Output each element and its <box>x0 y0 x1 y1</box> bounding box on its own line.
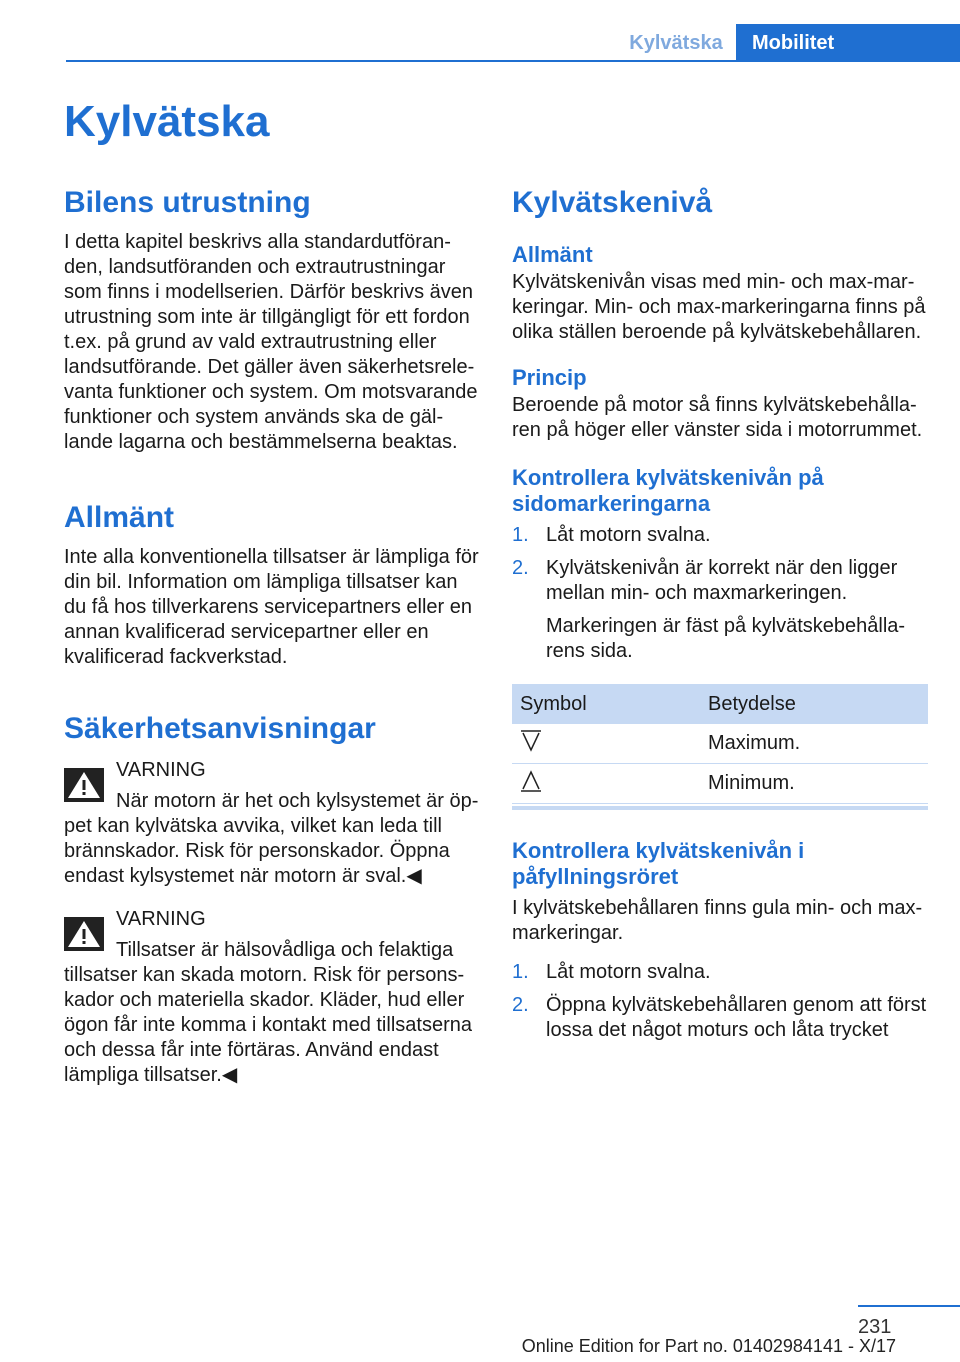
page-number: 231 <box>858 1316 892 1338</box>
table-cell-symbol <box>512 764 700 804</box>
subheading-allmant: Allmänt <box>512 242 593 267</box>
list-item <box>512 556 928 606</box>
subheading-pafyllningsroret: Kontrollera kylvätskenivån i påfyllningsröret <box>512 838 805 889</box>
paragraph-allmant: Inte alla konventionella tillsatser är lämpliga för din bil. Information om lämpliga tillsatser kan du få hos tillverkarens servicepartners eller en annan kvalificerad servicepartner eller en kvalificerad fackverkstad. <box>64 546 479 668</box>
heading-allmant: Allmänt <box>64 501 175 534</box>
warning-block <box>64 907 480 1088</box>
list-text: Öppna kylvätskebehållaren genom att först lossa det något moturs och låta trycket <box>546 994 927 1041</box>
warning-text: Tillsatser är hälsovådliga och felaktiga tillsatser kan skada motorn. Risk för personskador och materiella skador. Kläder, hud eller ögon får inte komma i kontakt med tillsatserna och dessa får inte förtäras. Använd endast lämpliga tillsatser.◀ <box>64 939 472 1086</box>
paragraph-allmant-right: Kylvätskenivån visas med min- och max-markeringar. Min- och max-markeringarna finns på olika ställen beroende på kylvätskebehållaren. <box>512 271 926 343</box>
table-cell-symbol <box>512 724 700 764</box>
heading-sakerhetsanvisningar: Säkerhetsanvisningar <box>64 712 376 745</box>
warning-label: VARNING <box>116 908 206 930</box>
subheading-princip: Princip <box>512 365 587 390</box>
paragraph-bilens-utrustning: I detta kapitel beskrivs alla standardutföranden, landsutföranden och extrautrustningar som finns i modellserien. Därför beskrivs även utrustning som inte är tillgängligt för ett fordon t.ex. på grund av vald extrautrustning eller landsutförande. Det gäller även säkerhetsrelevanta funktioner och system. Om motsvarande funktioner och system används ska de gällande lagarna och bestämmelserna beaktas. <box>64 231 478 453</box>
header-section-tab: Kylvätska <box>629 32 723 54</box>
table-cell-meaning: Maximum. <box>700 724 928 764</box>
list-number: 2. <box>512 557 529 579</box>
edition-note: Online Edition for Part no. 01402984141 - X/17 <box>521 1336 896 1356</box>
symbol-table <box>512 684 928 804</box>
warning-block <box>64 758 480 889</box>
list-number: 2. <box>512 994 529 1016</box>
fill-steps-list <box>512 960 928 1043</box>
symbol-table-wrap <box>512 684 928 810</box>
list-item <box>512 960 928 985</box>
list-number: 1. <box>512 524 529 546</box>
side-note: Markeringen är fäst på kylvätskebehållarens sida. <box>546 615 906 662</box>
header-chapter-tab: Mobilitet <box>736 24 960 62</box>
table-header-symbol: Symbol <box>512 684 700 724</box>
table-row <box>512 724 928 764</box>
list-text: Låt motorn svalna. <box>546 961 711 983</box>
paragraph-pafyllningsroret: I kylvätskebehållaren finns gula min- och maxmarkeringar. <box>512 897 923 944</box>
max-mark-icon <box>520 729 542 753</box>
warning-text: När motorn är het och kylsystemet är öppet kan kylvätska avvika, vilket kan leda till brännskador. Risk för personskador. Öppna endast kylsystemet när motorn är sval.◀ <box>64 790 479 887</box>
left-column <box>64 184 480 1088</box>
table-row <box>512 764 928 804</box>
warning-icon <box>64 917 104 951</box>
right-column <box>512 184 928 1043</box>
list-text: Kylvätskenivån är korrekt när den ligger mellan min- och maxmarkeringen. <box>546 557 898 604</box>
paragraph-princip: Beroende på motor så finns kylvätskebehållaren på höger eller vänster sida i motorrummet. <box>512 394 923 441</box>
list-item <box>512 993 928 1043</box>
heading-kylvatskeniva: Kylvätskenivå <box>512 186 713 219</box>
page-title: Kylvätska <box>64 97 270 146</box>
table-header-meaning: Betydelse <box>700 684 928 724</box>
warning-icon <box>64 768 104 802</box>
heading-bilens-utrustning: Bilens utrustning <box>64 186 311 219</box>
table-cell-meaning: Minimum. <box>700 764 928 804</box>
side-steps-list <box>512 523 928 606</box>
footer-rule <box>858 1305 960 1307</box>
warning-label: VARNING <box>116 759 206 781</box>
list-text: Låt motorn svalna. <box>546 524 711 546</box>
header-rule <box>66 60 960 62</box>
list-item <box>512 523 928 548</box>
list-number: 1. <box>512 961 529 983</box>
subheading-sidomarkeringar: Kontrollera kylvätskenivån på sidomarkeringarna <box>512 465 824 516</box>
min-mark-icon <box>520 769 542 793</box>
table-bottom-rule <box>512 806 928 810</box>
